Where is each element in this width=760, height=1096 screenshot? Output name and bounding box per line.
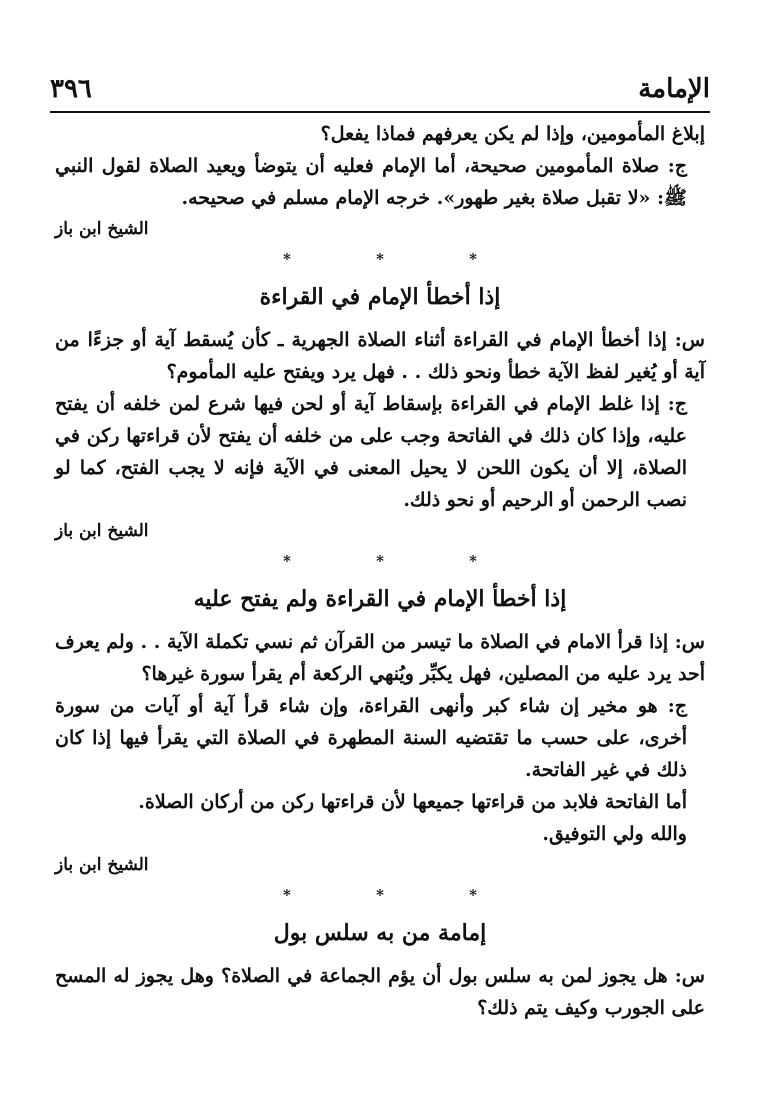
header-rule [50,111,710,113]
section-separator: * * * [283,552,517,570]
signature: الشيخ ابن باز [55,521,149,541]
running-title: الإمامة [638,74,710,104]
signature: الشيخ ابن باز [55,855,149,875]
question-text: س: إذا قرأ الامام في الصلاة ما تيسر من القرآن ثم نسي تكملة الآية . . ولم يعرف أحد يرد عليه من المصلين، فهل يكبِّر ويُنهي الركعة أم يقرأ سورة غيرها؟ [55,631,705,685]
page-content [55,118,705,1024]
signature: الشيخ ابن باز [55,219,149,239]
answer-text: ج: إذا غلط الإمام في القراءة بإسقاط آية أو لحن فيها شرع لمن خلفه أن يفتح عليه، وإذا كان ذلك في الفاتحة وجب على من خلفه أن يفتح لأن قراءتها ركن في الصلاة، إلا أن يكون اللحن لا يحيل المعنى في الآية فإنه لا يجب الفتح، كما لو نصب الرحمن أو الرحيم أو نحو ذلك. [55,393,687,511]
section-title: إذا أخطأ الإمام في القراءة ولم يفتح عليه [193,586,567,612]
question-text: س: هل يجوز لمن به سلس بول أن يؤم الجماعة في الصلاة؟ وهل يجوز له المسح على الجورب وكيف يتم ذلك؟ [55,965,705,1019]
answer-text: ج: صلاة المأمومين صحيحة، أما الإمام فعليه أن يتوضأ ويعيد الصلاة لقول النبي ﷺ: «لا تقبل صلاة بغير طهور». خرجه الإمام مسلم في صحيحه. [55,155,687,209]
question-text: س: إذا أخطأ الإمام في القراءة أثناء الصلاة الجهرية ـ كأن يُسقط آية أو جزءًا من آية أو يُغير لفظ الآية خطأ ونحو ذلك . . فهل يرد ويفتح عليه المأموم؟ [55,329,705,383]
section-separator: * * * [283,250,517,268]
answer-continuation: أما الفاتحة فلابد من قراءتها جميعها لأن قراءتها ركن من أركان الصلاة. [138,791,687,813]
answer-text: ج: هو مخير إن شاء كبر وأنهى القراءة، وإن شاء قرأ آية أو آيات من سورة أخرى، على حسب ما تقتضيه السنة المطهرة في الصلاة التي يقرأ فيها إذا كان ذلك في غير الفاتحة. [55,695,687,781]
page-number: ٣٩٦ [50,74,92,104]
page-header [50,72,710,110]
section-title: إذا أخطأ الإمام في القراءة [259,284,501,310]
section-title: إمامة من به سلس بول [273,920,487,946]
question-continuation: إبلاغ المأمومين، وإذا لم يكن يعرفهم فماذا يفعل؟ [320,123,705,145]
closing-text: والله ولي التوفيق. [542,823,687,845]
section-separator: * * * [283,886,517,904]
